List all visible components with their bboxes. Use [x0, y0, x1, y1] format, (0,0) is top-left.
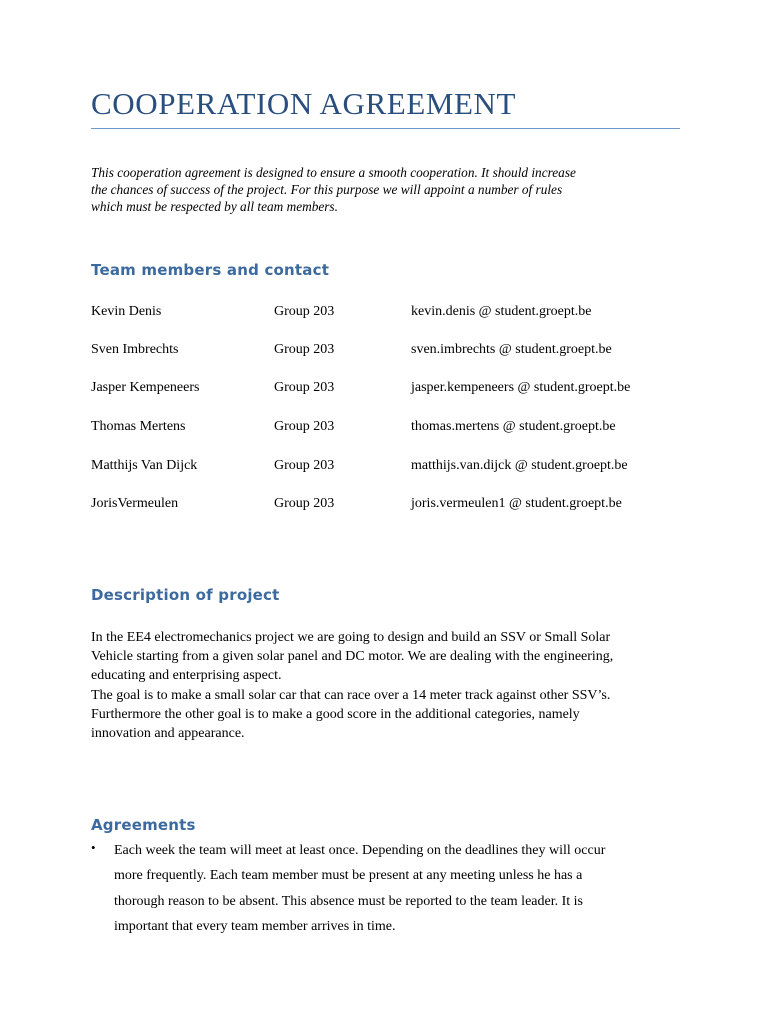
bullet-icon: •: [91, 840, 96, 855]
title-underline: [91, 128, 680, 129]
description-line: In the EE4 electromechanics project we are going to design and build an SSV or Small Solar: [91, 630, 611, 645]
agreement-line: more frequently. Each team member must be present at any meeting unless he has a: [114, 868, 583, 884]
member-email: matthijs.van.dijck @ student.groept.be: [411, 458, 628, 473]
agreement-line: Each week the team will meet at least once. Depending on the deadlines they will occur: [114, 843, 606, 858]
member-email: joris.vermeulen1 @ student.groept.be: [411, 496, 622, 511]
agreements-heading: Agreements: [91, 816, 196, 834]
member-name: Jasper Kempeneers: [91, 380, 200, 395]
description-line: Furthermore the other goal is to make a good score in the additional categories, namely: [91, 706, 580, 722]
agreement-line: thorough reason to be absent. This absence must be reported to the team leader. It is: [114, 893, 583, 909]
agreement-text: [114, 838, 694, 940]
description-line: Vehicle starting from a given solar panel and DC motor. We are dealing with the engineering,: [91, 649, 614, 665]
team-member-row: [91, 496, 691, 516]
member-email: sven.imbrechts @ student.groept.be: [411, 342, 612, 357]
member-name: Thomas Mertens: [91, 419, 186, 434]
member-group: Group 203: [274, 496, 335, 511]
member-name: Matthijs Van Dijck: [91, 458, 198, 473]
member-group: Group 203: [274, 380, 335, 395]
member-name: Sven Imbrechts: [91, 342, 179, 357]
team-member-row: [91, 342, 691, 362]
member-group: Group 203: [274, 304, 335, 319]
member-group: Group 203: [274, 419, 335, 434]
team-member-row: [91, 304, 691, 324]
team-heading: Team members and contact: [91, 261, 330, 279]
intro-paragraph: [91, 164, 681, 215]
intro-line: which must be respected by all team members.: [91, 199, 338, 214]
page-title: COOPERATION AGREEMENT: [91, 86, 517, 121]
intro-line: This cooperation agreement is designed to ensure a smooth cooperation. It should increase: [91, 165, 576, 180]
member-group: Group 203: [274, 342, 335, 357]
team-member-row: [91, 458, 691, 478]
member-name: Kevin Denis: [91, 304, 162, 319]
description-line: innovation and appearance.: [91, 726, 245, 742]
description-line: The goal is to make a small solar car that can race over a 14 meter track against other SSV’s.: [91, 687, 611, 703]
member-group: Group 203: [274, 458, 335, 473]
member-email: jasper.kempeneers @ student.groept.be: [411, 380, 631, 395]
description-line: educating and enterprising aspect.: [91, 668, 282, 684]
team-member-row: [91, 380, 691, 400]
member-email: kevin.denis @ student.groept.be: [411, 304, 592, 319]
agreement-line: important that every team member arrives in time.: [114, 919, 396, 935]
description-paragraph: [91, 628, 691, 743]
team-member-row: [91, 419, 691, 439]
intro-line: the chances of success of the project. For this purpose we will appoint a number of rules: [91, 182, 563, 197]
member-name: JorisVermeulen: [91, 496, 179, 511]
description-heading: Description of project: [91, 586, 280, 604]
member-email: thomas.mertens @ student.groept.be: [411, 419, 616, 434]
